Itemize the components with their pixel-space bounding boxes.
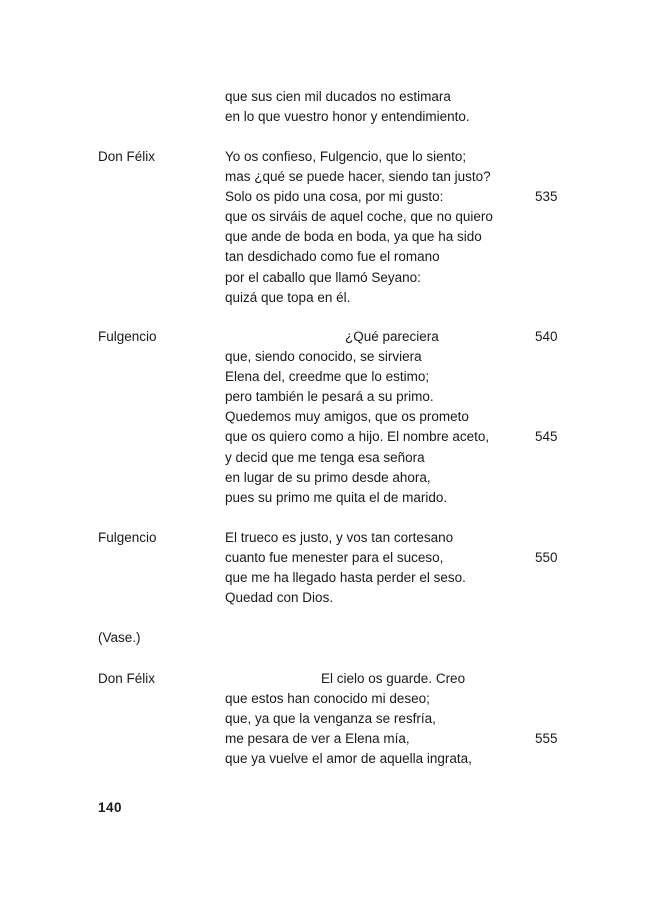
verse-line: tan desdichado como fue el romano — [225, 249, 440, 265]
line-number: 545 — [535, 429, 558, 444]
verse-line: que sus cien mil ducados no estimara — [225, 89, 451, 104]
speaker-name: Fulgencio — [98, 530, 157, 545]
verse-line: ¿Qué pareciera — [345, 329, 439, 344]
verse-line: que me ha llegado hasta perder el seso. — [225, 570, 466, 586]
verse-line: Quedad con Dios. — [225, 590, 334, 606]
verse-line: quizá que topa en él. — [225, 289, 351, 305]
verse-line: que os quiero como a hijo. El nombre aceto, — [225, 429, 490, 445]
verse-block — [225, 528, 525, 608]
line-number: 535 — [535, 189, 558, 204]
line-number: 555 — [535, 731, 558, 746]
verse-line: que, ya que la venganza se resfría, — [225, 711, 436, 727]
verse-line: Elena del, creedme que lo estimo; — [225, 369, 430, 385]
verse-line: Yo os confieso, Fulgencio, que lo siento; — [225, 149, 467, 164]
speaker-name: Don Félix — [98, 671, 156, 686]
verse-line: que os sirváis de aquel coche, que no quiero — [225, 209, 493, 225]
verse-block — [225, 87, 525, 127]
verse-line: pero también le pesará a su primo. — [225, 389, 434, 405]
verse-line: que ande de boda en boda, ya que ha sido — [225, 229, 482, 245]
line-number: 550 — [535, 550, 558, 565]
verse-block — [225, 147, 525, 308]
verse-line: me pesara de ver a Elena mía, — [225, 731, 410, 747]
verse-line: El trueco es justo, y vos tan cortesano — [225, 530, 454, 545]
page-number: 140 — [98, 800, 123, 815]
verse-line: Quedemos muy amigos, que os prometo — [225, 409, 469, 425]
verse-line: cuanto fue menester para el suceso, — [225, 550, 444, 566]
verse-line: pues su primo me quita el de marido. — [225, 489, 448, 505]
speaker-name: Fulgencio — [98, 329, 157, 344]
verse-line: mas ¿qué se puede hacer, siendo tan justo? — [225, 169, 491, 185]
verse-line: por el caballo que llamó Seyano: — [225, 269, 421, 285]
line-number: 540 — [535, 329, 558, 344]
verse-block — [225, 327, 525, 508]
stage-direction: (Vase.) — [98, 630, 141, 645]
verse-line: El cielo os guarde. Creo — [321, 671, 466, 686]
verse-block — [225, 669, 525, 769]
verse-line: en lugar de su primo desde ahora, — [225, 469, 431, 485]
verse-line: en lo que vuestro honor y entendimiento. — [225, 109, 470, 125]
verse-line: que, siendo conocido, se sirviera — [225, 349, 422, 365]
verse-line: y decid que me tenga esa señora — [225, 449, 425, 465]
verse-line: que estos han conocido mi deseo; — [225, 691, 430, 707]
verse-line: Solo os pido una cosa, por mi gusto: — [225, 189, 444, 205]
speaker-name: Don Félix — [98, 149, 156, 164]
verse-line: que ya vuelve el amor de aquella ingrata, — [225, 751, 472, 767]
